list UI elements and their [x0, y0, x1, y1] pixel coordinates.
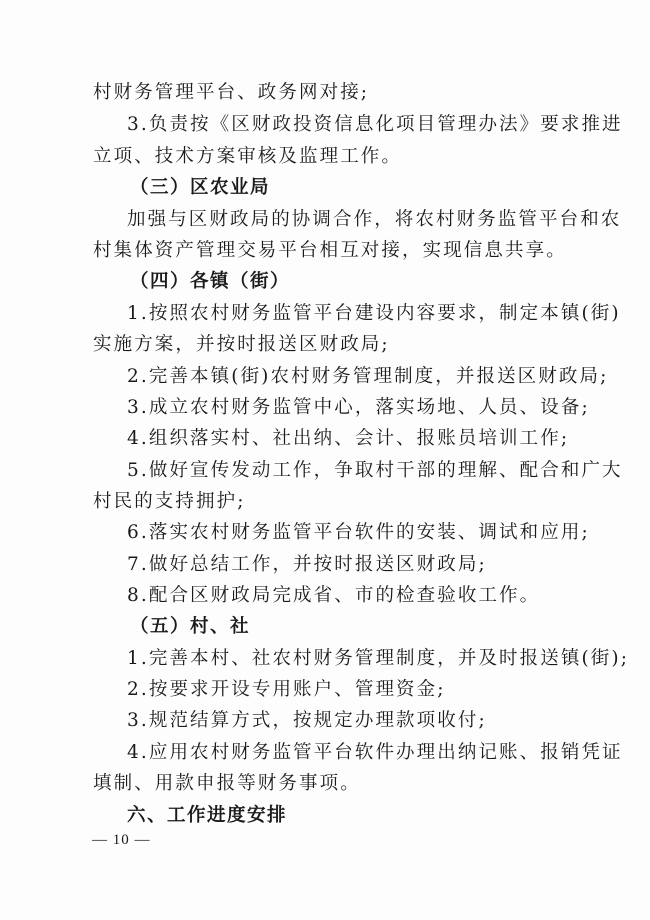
text-line: 村民的支持拥护;: [93, 491, 246, 512]
text-line: 村集体资产管理交易平台相互对接，实现信息共享。: [93, 240, 567, 261]
text-line: 填制、用款申报等财务事项。: [93, 773, 361, 794]
text-line: 实施方案，并按时报送区财政局;: [93, 334, 390, 355]
text-line: 7.做好总结工作，并按时报送区财政局;: [127, 554, 487, 575]
text-line: 3.负责按《区财政投资信息化项目管理办法》要求推进: [127, 114, 623, 135]
text-line: 2.完善本镇(街)农村财务管理制度，并报送区财政局;: [127, 366, 609, 387]
text-line: 加强与区财政局的协调合作，将农村财务监管平台和农: [127, 209, 622, 230]
text-line: 1.按照农村财务监管平台建设内容要求，制定本镇(街): [127, 303, 621, 324]
section-heading: （五）村、社: [130, 616, 251, 637]
section-heading: （四）各镇（街）: [130, 271, 291, 292]
text-line: 村财务管理平台、政务网对接;: [93, 82, 370, 103]
text-line: 5.做好宣传发动工作，争取村干部的理解、配合和广大: [127, 460, 623, 481]
page-number: — 10 —: [92, 832, 151, 848]
text-line: 2.按要求开设专用账户、管理资金;: [127, 679, 446, 700]
text-line: 4.应用农村财务监管平台软件办理出纳记账、报销凭证: [127, 742, 623, 763]
section-heading: （三）区农业局: [130, 177, 271, 198]
text-line: 立项、技术方案审核及监理工作。: [93, 146, 403, 167]
text-line: 4.组织落实村、社出纳、会计、报账员培训工作;: [127, 428, 570, 449]
text-line: 3.规范结算方式，按规定办理款项收付;: [127, 710, 487, 731]
text-line: 3.成立农村财务监管中心，落实场地、人员、设备;: [127, 397, 590, 418]
text-line: 8.配合区财政局完成省、市的检查验收工作。: [127, 585, 541, 606]
text-line: 1.完善本村、社农村财务管理制度，并及时报送镇(街);: [127, 648, 630, 669]
text-line: 6.落实农村财务监管平台软件的安装、调试和应用;: [127, 522, 590, 543]
chapter-heading: 六、工作进度安排: [127, 805, 288, 826]
